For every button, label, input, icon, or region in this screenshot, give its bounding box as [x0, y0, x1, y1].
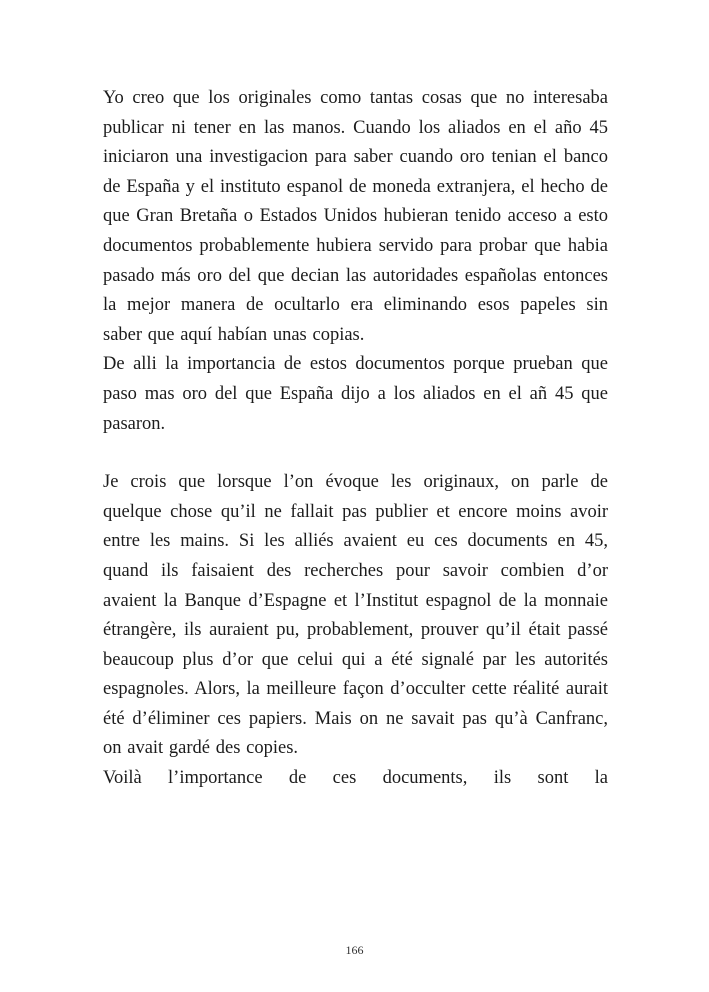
paragraph-spanish-1: Yo creo que los originales como tantas cosas que no interesaba publicar ni tener en las manos. Cuando los aliados en el año 45 iniciaron una investigacion para saber cuando oro tenian el banco de España y el instituto espanol de moneda extranjera, el hecho de que Gran Bretaña o Estados Unidos hubieran tenido acceso a esto documentos probablemente hubiera servido para probar que habia pasado más oro del que decian las autoridades españolas entonces la mejor manera de ocultarlo era eliminando esos papeles sin saber que aquí habían unas copias.	[103, 88, 608, 345]
paragraph-french-2: Voilà l’importance de ces documents, ils sont la	[103, 768, 608, 789]
paragraph-gap	[103, 439, 608, 468]
paragraph-spanish-2: De alli la importancia de estos documentos porque prueban que paso mas oro del que España dijo a los aliados en el añ 45 que pasaron.	[103, 354, 608, 434]
page-number: 166	[345, 943, 364, 957]
paragraph-french-1: Je crois que lorsque l’on évoque les originaux, on parle de quelque chose qu’il ne fallait pas publier et encore moins avoir entre les mains. Si les alliés avaient eu ces documents en 45, quand ils faisaient des recherches pour savoir combien d’or avaient la Banque d’Espagne et l’Institut espagnol de la monnaie étrangère, ils auraient pu, probablement, prouver qu’il était passé beaucoup plus d’or que celui qui a été signalé par les autorités espagnoles. Alors, la meilleure façon d’occulter cette réalité aurait été d’éliminer ces papiers. Mais on ne savait pas qu’à Canfranc, on avait gardé des copies.	[103, 472, 608, 759]
text-block	[103, 84, 608, 794]
